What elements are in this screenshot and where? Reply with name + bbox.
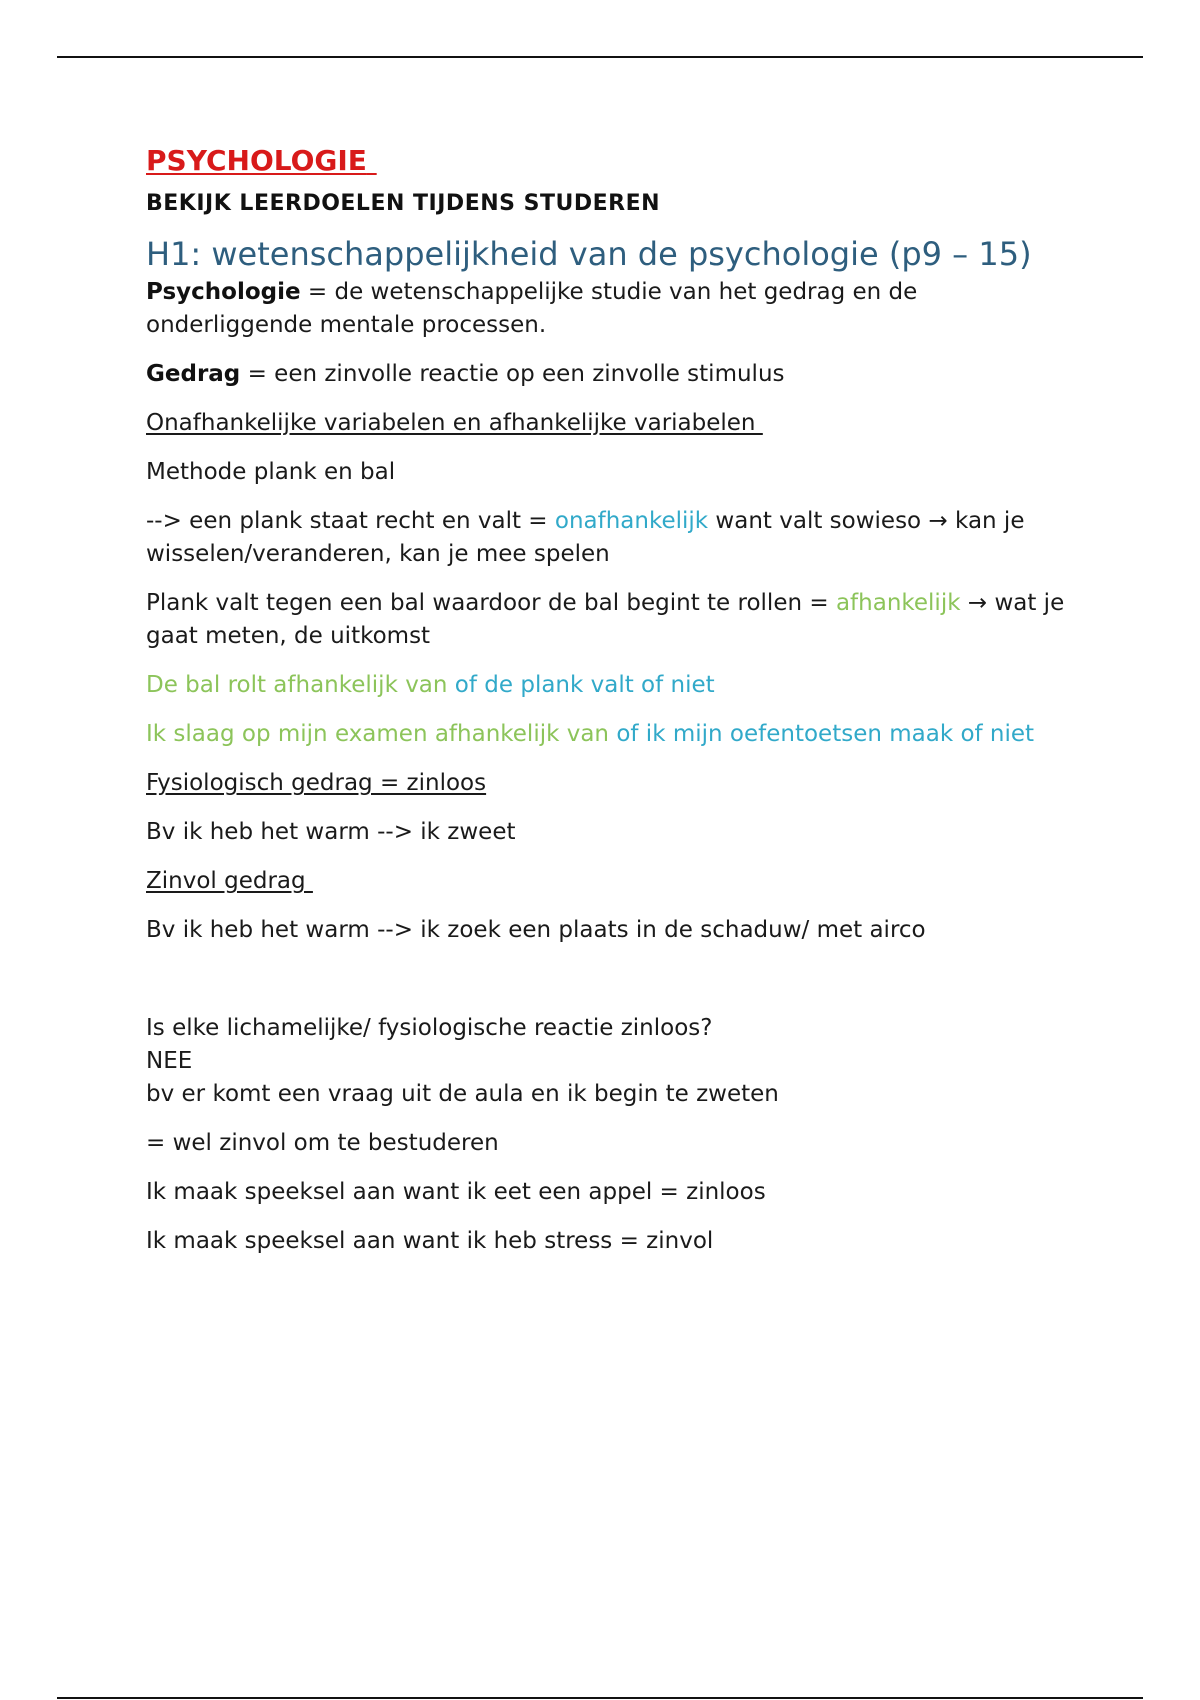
example-exam: Ik slaag op mijn examen afhankelijk van of ik mijn oefentoetsen maak of niet: [146, 721, 1035, 747]
section-heading: H1: wetenschappelijkheid van de psychologie (p9 – 15): [146, 235, 1032, 273]
question-example-line: bv er komt een vraag uit de aula en ik begin te zweten: [146, 1081, 779, 1107]
answer-line: NEE: [146, 1048, 193, 1074]
method-line: Methode plank en bal: [146, 459, 396, 485]
term-gedrag: Gedrag: [146, 361, 241, 387]
keyword-afhankelijk: afhankelijk: [835, 590, 961, 616]
term-psychologie: Psychologie: [146, 279, 301, 305]
meaningful-heading: Zinvol gedrag: [146, 868, 313, 894]
definition-gedrag-text: = een zinvolle reactie op een zinvolle stimulus: [240, 361, 785, 387]
saliva-apple-line: Ik maak speeksel aan want ik eet een appel = zinloos: [146, 1179, 766, 1205]
example-ball: De bal rolt afhankelijk van of de plank valt of niet: [146, 672, 715, 698]
definition-psychologie: [146, 276, 1066, 342]
keyword-onafhankelijk: onafhankelijk: [554, 508, 709, 534]
conclusion-line: = wel zinvol om te bestuderen: [146, 1130, 499, 1156]
document-subtitle: BEKIJK LEERDOELEN TIJDENS STUDEREN: [146, 191, 661, 216]
bottom-page-rule: [57, 1697, 1143, 1699]
independent-variable-line: --> een plank staat recht en valt = onafhankelijk want valt sowieso → kan je wisselen/veranderen, kan je mee spelen: [146, 508, 1025, 567]
definition-gedrag: [146, 358, 1066, 391]
dependent-variable-line: Plank valt tegen een bal waardoor de bal begint te rollen = afhankelijk → wat je gaat meten, de uitkomst: [146, 590, 1065, 649]
saliva-stress-line: Ik maak speeksel aan want ik heb stress = zinvol: [146, 1228, 714, 1254]
variables-heading: Onafhankelijke variabelen en afhankelijke variabelen: [146, 410, 763, 436]
top-page-rule: [57, 56, 1143, 58]
question-block: [146, 1012, 1066, 1111]
paragraph-spacer: [146, 963, 1066, 1012]
document-body: [146, 142, 1066, 1274]
meaningful-example: Bv ik heb het warm --> ik zoek een plaats in de schaduw/ met airco: [146, 917, 926, 943]
question-line: Is elke lichamelijke/ fysiologische reactie zinloos?: [146, 1015, 713, 1041]
physiological-heading: Fysiologisch gedrag = zinloos: [146, 770, 487, 796]
definition-psychologie-text: = de wetenschappelijke studie van het gedrag en de onderliggende mentale processen.: [146, 279, 918, 338]
document-title: PSYCHOLOGIE: [146, 144, 367, 177]
physiological-example: Bv ik heb het warm --> ik zweet: [146, 819, 516, 845]
